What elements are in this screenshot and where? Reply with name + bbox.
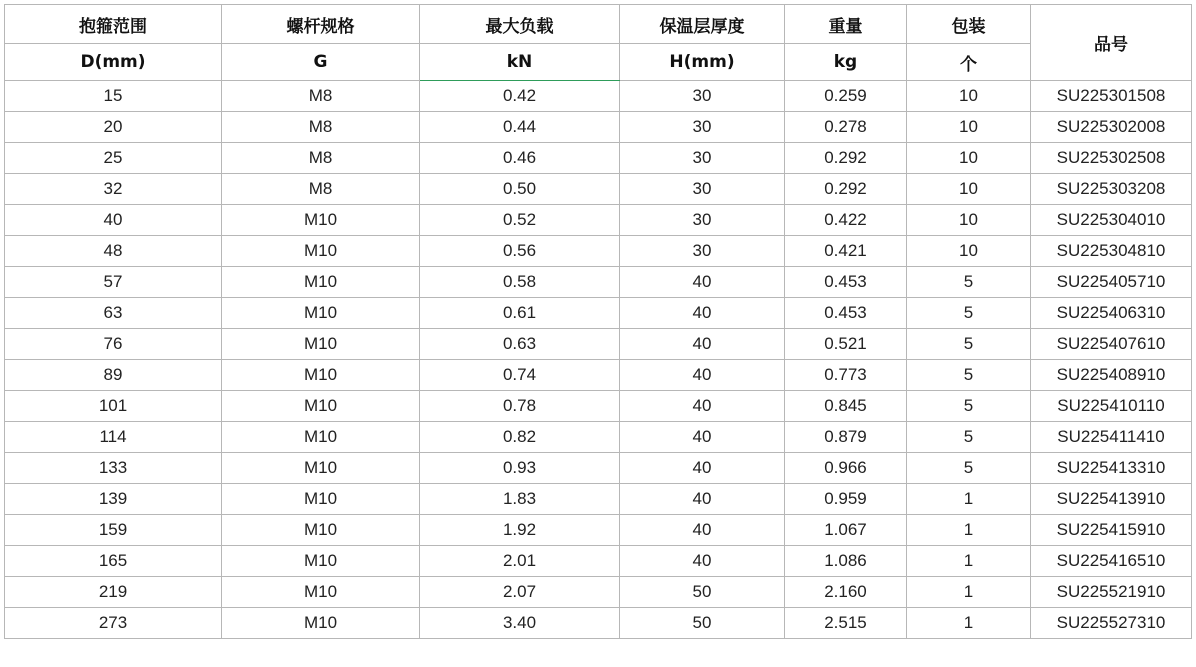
cell-part-number[interactable]: SU225301508 <box>1031 81 1192 112</box>
cell-weight[interactable]: 0.292 <box>785 174 907 205</box>
cell-insulation-thickness[interactable]: 30 <box>620 143 785 174</box>
cell-part-number[interactable]: SU225413910 <box>1031 484 1192 515</box>
cell-insulation-thickness[interactable]: 30 <box>620 174 785 205</box>
table-row <box>5 143 1192 174</box>
cell-part-number[interactable]: SU225303208 <box>1031 174 1192 205</box>
cell-weight[interactable]: 0.259 <box>785 81 907 112</box>
cell-weight[interactable]: 0.278 <box>785 112 907 143</box>
cell-insulation-thickness[interactable]: 40 <box>620 267 785 298</box>
cell-clamp-range[interactable]: 139 <box>5 484 222 515</box>
cell-packaging[interactable]: 1 <box>907 546 1031 577</box>
header-insulation-thickness[interactable]: 保温层厚度 <box>620 5 785 44</box>
cell-insulation-thickness[interactable]: 40 <box>620 391 785 422</box>
cell-weight[interactable]: 0.453 <box>785 267 907 298</box>
cell-weight[interactable]: 1.086 <box>785 546 907 577</box>
cell-packaging[interactable]: 1 <box>907 577 1031 608</box>
unit-insulation-thickness[interactable]: H(mm) <box>620 44 785 81</box>
cell-bolt-spec[interactable]: M10 <box>222 391 420 422</box>
cell-clamp-range[interactable]: 133 <box>5 453 222 484</box>
table-row <box>5 112 1192 143</box>
cell-max-load[interactable]: 0.42 <box>420 81 620 112</box>
cell-clamp-range[interactable]: 32 <box>5 174 222 205</box>
cell-bolt-spec[interactable]: M10 <box>222 422 420 453</box>
cell-part-number[interactable]: SU225405710 <box>1031 267 1192 298</box>
cell-bolt-spec[interactable]: M10 <box>222 267 420 298</box>
cell-packaging[interactable]: 10 <box>907 174 1031 205</box>
cell-max-load[interactable]: 0.61 <box>420 298 620 329</box>
cell-weight[interactable]: 0.773 <box>785 360 907 391</box>
table-row <box>5 205 1192 236</box>
cell-part-number[interactable]: SU225408910 <box>1031 360 1192 391</box>
cell-bolt-spec[interactable]: M8 <box>222 81 420 112</box>
cell-part-number[interactable]: SU225302008 <box>1031 112 1192 143</box>
cell-clamp-range[interactable]: 114 <box>5 422 222 453</box>
cell-packaging[interactable]: 5 <box>907 391 1031 422</box>
cell-max-load[interactable]: 1.92 <box>420 515 620 546</box>
cell-weight[interactable]: 2.160 <box>785 577 907 608</box>
cell-weight[interactable]: 0.421 <box>785 236 907 267</box>
cell-weight[interactable]: 0.959 <box>785 484 907 515</box>
cell-max-load[interactable]: 3.40 <box>420 608 620 639</box>
cell-part-number[interactable]: SU225406310 <box>1031 298 1192 329</box>
cell-packaging[interactable]: 5 <box>907 298 1031 329</box>
cell-clamp-range[interactable]: 63 <box>5 298 222 329</box>
cell-part-number[interactable]: SU225413310 <box>1031 453 1192 484</box>
cell-clamp-range[interactable]: 89 <box>5 360 222 391</box>
cell-insulation-thickness[interactable]: 40 <box>620 422 785 453</box>
cell-insulation-thickness[interactable]: 40 <box>620 546 785 577</box>
cell-bolt-spec[interactable]: M10 <box>222 453 420 484</box>
cell-part-number[interactable]: SU225304810 <box>1031 236 1192 267</box>
cell-bolt-spec[interactable]: M10 <box>222 546 420 577</box>
cell-clamp-range[interactable]: 219 <box>5 577 222 608</box>
cell-max-load[interactable]: 2.07 <box>420 577 620 608</box>
cell-weight[interactable]: 1.067 <box>785 515 907 546</box>
cell-insulation-thickness[interactable]: 40 <box>620 329 785 360</box>
cell-max-load[interactable]: 1.83 <box>420 484 620 515</box>
cell-clamp-range[interactable]: 57 <box>5 267 222 298</box>
header-packaging[interactable]: 包装 <box>907 5 1031 44</box>
cell-part-number[interactable]: SU225411410 <box>1031 422 1192 453</box>
cell-packaging[interactable]: 5 <box>907 329 1031 360</box>
cell-packaging[interactable]: 10 <box>907 143 1031 174</box>
cell-clamp-range[interactable]: 20 <box>5 112 222 143</box>
cell-bolt-spec[interactable]: M10 <box>222 298 420 329</box>
cell-max-load[interactable]: 0.58 <box>420 267 620 298</box>
cell-max-load[interactable]: 0.82 <box>420 422 620 453</box>
cell-max-load[interactable]: 0.56 <box>420 236 620 267</box>
cell-max-load[interactable]: 0.50 <box>420 174 620 205</box>
cell-insulation-thickness[interactable]: 40 <box>620 298 785 329</box>
cell-bolt-spec[interactable]: M8 <box>222 143 420 174</box>
cell-insulation-thickness[interactable]: 40 <box>620 453 785 484</box>
table-row <box>5 174 1192 205</box>
cell-bolt-spec[interactable]: M8 <box>222 112 420 143</box>
cell-bolt-spec[interactable]: M10 <box>222 360 420 391</box>
cell-part-number[interactable]: SU225521910 <box>1031 577 1192 608</box>
cell-clamp-range[interactable]: 273 <box>5 608 222 639</box>
cell-part-number[interactable]: SU225410110 <box>1031 391 1192 422</box>
cell-insulation-thickness[interactable]: 50 <box>620 577 785 608</box>
cell-weight[interactable]: 2.515 <box>785 608 907 639</box>
cell-bolt-spec[interactable]: M10 <box>222 236 420 267</box>
cell-packaging[interactable]: 5 <box>907 360 1031 391</box>
table-row <box>5 546 1192 577</box>
table-row <box>5 81 1192 112</box>
cell-part-number[interactable]: SU225416510 <box>1031 546 1192 577</box>
table-row <box>5 298 1192 329</box>
cell-insulation-thickness[interactable]: 30 <box>620 112 785 143</box>
table-header <box>5 5 1192 81</box>
cell-insulation-thickness[interactable]: 50 <box>620 608 785 639</box>
cell-packaging[interactable]: 10 <box>907 81 1031 112</box>
header-row-units <box>5 44 1192 81</box>
cell-weight[interactable]: 0.292 <box>785 143 907 174</box>
cell-clamp-range[interactable]: 159 <box>5 515 222 546</box>
table-row <box>5 453 1192 484</box>
cell-packaging[interactable]: 5 <box>907 267 1031 298</box>
cell-packaging[interactable]: 1 <box>907 608 1031 639</box>
cell-clamp-range[interactable]: 25 <box>5 143 222 174</box>
cell-max-load[interactable]: 0.74 <box>420 360 620 391</box>
cell-bolt-spec[interactable]: M10 <box>222 608 420 639</box>
header-part-number[interactable]: 品号 <box>1031 5 1192 81</box>
cell-packaging[interactable]: 1 <box>907 515 1031 546</box>
cell-packaging[interactable]: 10 <box>907 112 1031 143</box>
header-row-names <box>5 5 1192 44</box>
unit-packaging[interactable]: 个 <box>907 44 1031 81</box>
table-row <box>5 484 1192 515</box>
cell-bolt-spec[interactable]: M10 <box>222 329 420 360</box>
cell-part-number[interactable]: SU225302508 <box>1031 143 1192 174</box>
cell-max-load[interactable]: 0.52 <box>420 205 620 236</box>
cell-bolt-spec[interactable]: M10 <box>222 484 420 515</box>
cell-weight[interactable]: 0.879 <box>785 422 907 453</box>
cell-bolt-spec[interactable]: M8 <box>222 174 420 205</box>
cell-part-number[interactable]: SU225415910 <box>1031 515 1192 546</box>
cell-max-load[interactable]: 0.44 <box>420 112 620 143</box>
cell-part-number[interactable]: SU225407610 <box>1031 329 1192 360</box>
cell-weight[interactable]: 0.453 <box>785 298 907 329</box>
cell-insulation-thickness[interactable]: 30 <box>620 81 785 112</box>
table-row <box>5 360 1192 391</box>
table-row <box>5 391 1192 422</box>
cell-packaging[interactable]: 5 <box>907 453 1031 484</box>
cell-part-number[interactable]: SU225304010 <box>1031 205 1192 236</box>
cell-clamp-range[interactable]: 40 <box>5 205 222 236</box>
unit-bolt-spec[interactable]: G <box>222 44 420 81</box>
table-row <box>5 236 1192 267</box>
cell-max-load[interactable]: 0.78 <box>420 391 620 422</box>
cell-max-load[interactable]: 0.63 <box>420 329 620 360</box>
unit-clamp-range[interactable]: D(mm) <box>5 44 222 81</box>
cell-clamp-range[interactable]: 48 <box>5 236 222 267</box>
cell-weight[interactable]: 0.966 <box>785 453 907 484</box>
cell-clamp-range[interactable]: 165 <box>5 546 222 577</box>
cell-max-load[interactable]: 0.46 <box>420 143 620 174</box>
cell-clamp-range[interactable]: 76 <box>5 329 222 360</box>
cell-packaging[interactable]: 5 <box>907 422 1031 453</box>
cell-max-load[interactable]: 2.01 <box>420 546 620 577</box>
cell-max-load[interactable]: 0.93 <box>420 453 620 484</box>
header-max-load[interactable]: 最大负载 <box>420 5 620 44</box>
header-bolt-spec[interactable]: 螺杆规格 <box>222 5 420 44</box>
spec-table <box>4 4 1192 639</box>
header-clamp-range[interactable]: 抱箍范围 <box>5 5 222 44</box>
table-row <box>5 267 1192 298</box>
header-weight[interactable]: 重量 <box>785 5 907 44</box>
cell-part-number[interactable]: SU225527310 <box>1031 608 1192 639</box>
cell-packaging[interactable]: 10 <box>907 236 1031 267</box>
cell-insulation-thickness[interactable]: 30 <box>620 205 785 236</box>
cell-weight[interactable]: 0.845 <box>785 391 907 422</box>
cell-bolt-spec[interactable]: M10 <box>222 577 420 608</box>
cell-weight[interactable]: 0.521 <box>785 329 907 360</box>
cell-bolt-spec[interactable]: M10 <box>222 205 420 236</box>
cell-clamp-range[interactable]: 101 <box>5 391 222 422</box>
cell-insulation-thickness[interactable]: 40 <box>620 484 785 515</box>
cell-insulation-thickness[interactable]: 40 <box>620 360 785 391</box>
table-row <box>5 422 1192 453</box>
cell-insulation-thickness[interactable]: 40 <box>620 515 785 546</box>
cell-weight[interactable]: 0.422 <box>785 205 907 236</box>
table-row <box>5 329 1192 360</box>
table-body <box>5 81 1192 639</box>
cell-clamp-range[interactable]: 15 <box>5 81 222 112</box>
table-row <box>5 608 1192 639</box>
cell-packaging[interactable]: 10 <box>907 205 1031 236</box>
unit-weight[interactable]: kg <box>785 44 907 81</box>
cell-insulation-thickness[interactable]: 30 <box>620 236 785 267</box>
cell-packaging[interactable]: 1 <box>907 484 1031 515</box>
unit-max-load[interactable]: kN <box>420 44 620 81</box>
cell-bolt-spec[interactable]: M10 <box>222 515 420 546</box>
table-row <box>5 577 1192 608</box>
table-row <box>5 515 1192 546</box>
